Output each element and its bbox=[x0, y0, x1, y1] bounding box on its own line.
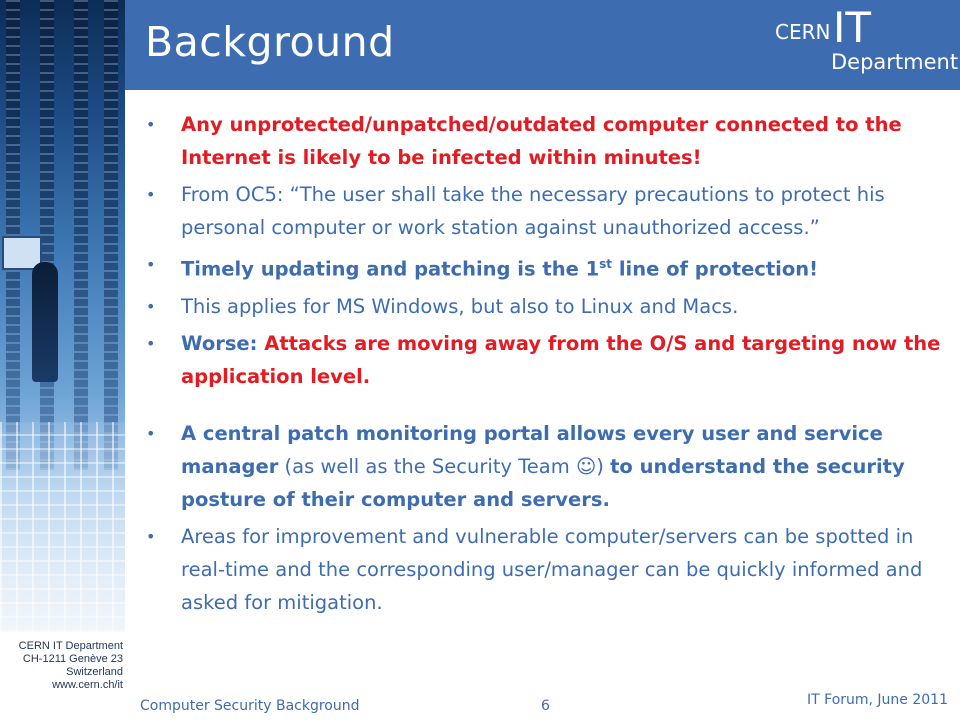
bullet-item bbox=[146, 178, 946, 244]
side-photo bbox=[0, 0, 125, 632]
bullet-text: Timely updating and patching is the 1 bbox=[181, 257, 600, 281]
server-rack bbox=[40, 0, 54, 470]
bullet-item bbox=[146, 108, 946, 174]
bullet-text: Worse: bbox=[181, 331, 265, 355]
address-line: www.cern.ch/it bbox=[52, 679, 123, 691]
bullet-item bbox=[146, 520, 946, 619]
bullet-text: Attacks are moving away from the O/S and targeting now the application level. bbox=[181, 331, 941, 388]
slide-title: Background bbox=[145, 18, 395, 66]
bullet-text: This applies for MS Windows, but also to Linux and Macs. bbox=[181, 294, 739, 318]
logo-it: IT bbox=[833, 3, 872, 52]
bullet-dot-icon: • bbox=[146, 423, 156, 443]
cern-it-logo bbox=[775, 3, 959, 78]
bullet-list bbox=[146, 108, 946, 619]
bullet-text: Any unprotected/unpatched/outdated computer connected to the Internet is likely to be infected within minutes! bbox=[181, 113, 902, 169]
bullet-text: A central patch monitoring portal allows every user and service manager bbox=[181, 421, 883, 478]
bullet-text: Areas for improvement and vulnerable computer/servers can be spotted in real-time and the corresponding user/manager can be quickly informed and asked for mitigation. bbox=[181, 524, 923, 614]
person bbox=[32, 262, 58, 382]
bullet-item bbox=[146, 248, 946, 286]
bullet-item bbox=[146, 417, 946, 516]
bullet-text: From OC5: “The user shall take the necessary precautions to protect his personal computer or work station against unauthorized access.” bbox=[181, 183, 885, 239]
address-line: CH-1211 Genève 23 bbox=[22, 653, 123, 665]
bullet-text: st bbox=[599, 257, 613, 271]
page-number: 6 bbox=[541, 698, 550, 714]
logo-department: Department bbox=[831, 50, 959, 74]
bullet-dot-icon: • bbox=[146, 115, 156, 134]
address-block bbox=[0, 640, 125, 692]
server-rack bbox=[74, 0, 88, 470]
bullet-dot-icon: • bbox=[146, 526, 156, 546]
address-line: Switzerland bbox=[66, 666, 123, 678]
footer-date: IT Forum, June 2011 bbox=[807, 692, 948, 708]
bullet-dot-icon: • bbox=[146, 296, 156, 316]
server-rack bbox=[104, 0, 118, 470]
bullet-item bbox=[146, 327, 946, 393]
floor-tiles bbox=[0, 422, 125, 632]
bullet-text: to understand the security posture of their computer and servers. bbox=[181, 454, 905, 511]
bullet-dot-icon: • bbox=[146, 185, 156, 204]
bullet-item bbox=[146, 290, 946, 323]
slide-content bbox=[146, 108, 946, 623]
bullet-text: line of protection! bbox=[612, 257, 819, 281]
bullet-dot-icon: • bbox=[146, 333, 156, 353]
bullet-dot-icon: • bbox=[146, 255, 156, 274]
footer-title: Computer Security Background bbox=[140, 698, 360, 714]
logo-cern: CERN bbox=[775, 20, 831, 44]
server-rack bbox=[6, 0, 20, 470]
bullet-text: (as well as the Security Team ☺) bbox=[278, 454, 611, 478]
address-line: CERN IT Department bbox=[18, 640, 123, 652]
